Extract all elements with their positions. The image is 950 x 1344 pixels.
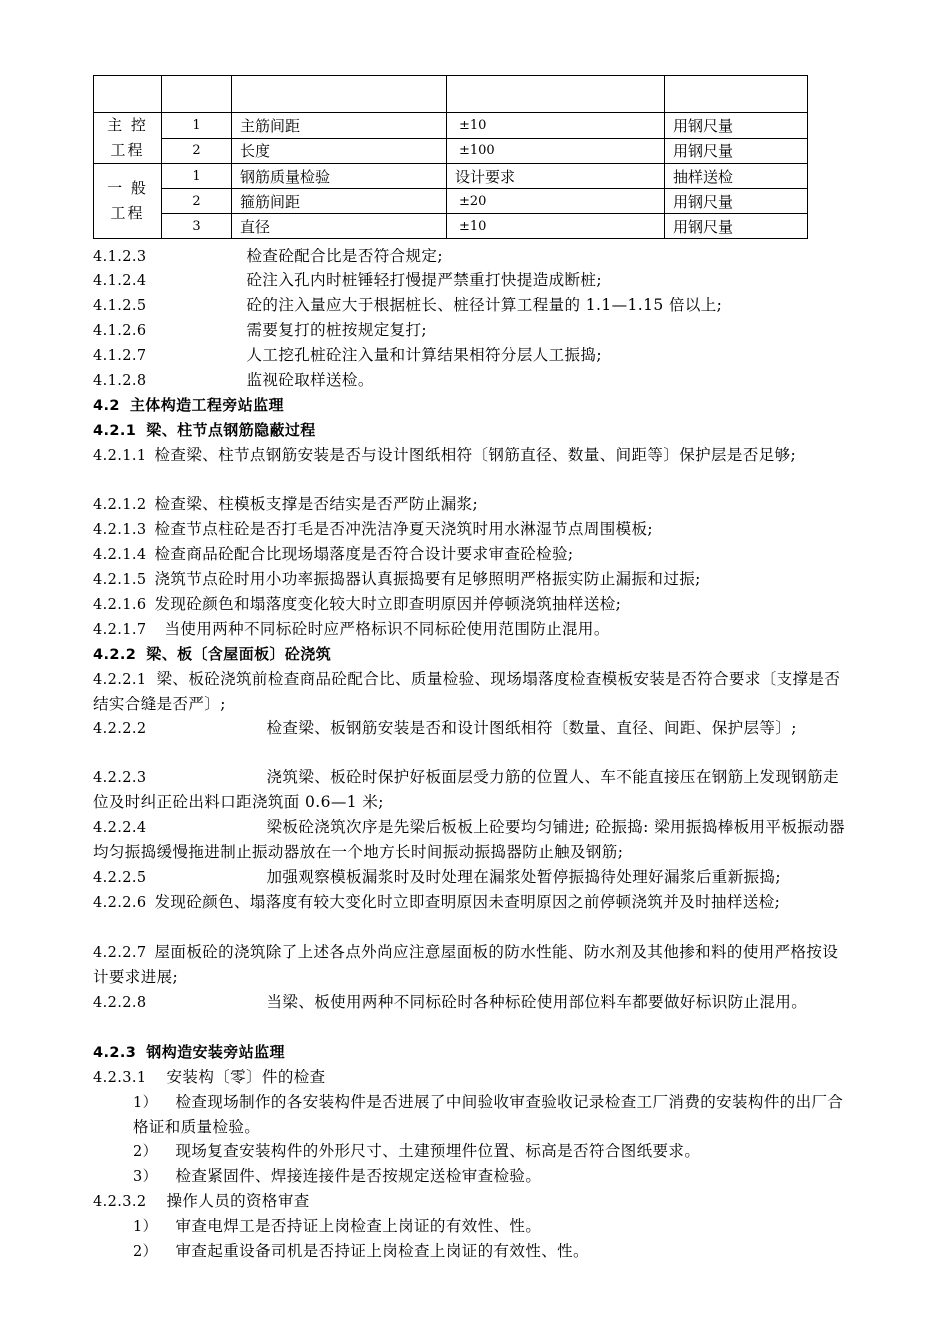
clause-number: 4.2.2.5 [93,870,147,886]
method-cell: 用钢尺量 [665,189,808,214]
paragraph [93,815,853,864]
row-number: 1 [162,113,232,139]
clause-number: 4.1.2.3 [93,249,147,265]
paragraph [93,293,853,318]
clause-text: 浇筑梁、板砼时保护好板面层受力筋的位置人、车不能直接压在钢筋上发现钢筋走位及时纠正砼出料口距浇筑面 0.6—1 米; [93,768,839,811]
table-row [94,164,808,189]
clause-text: 检查节点柱砼是否打毛是否冲洗洁净夏天浇筑时用水淋湿节点周围模板; [154,520,654,538]
clause-number: 4.2.1.6 [93,597,147,613]
clause-text: 梁、柱节点钢筋隐蔽过程 [146,421,316,439]
paragraph [93,318,853,343]
clause-number: 4.2.2.6 [93,895,147,911]
paragraph [93,343,853,368]
clause-text: 当梁、板使用两种不同标砼时各种标砼使用部位料车都要做好标识防止混用。 [266,993,808,1011]
paragraph [93,765,853,814]
clause-text: 审查电焊工是否持证上岗检查上岗证的有效性、性。 [175,1217,542,1235]
item-cell: 长度 [232,138,447,164]
clause-number: 4.2.1.1 [93,448,147,464]
clause-number: 1） [133,1095,158,1111]
paragraph [93,368,853,393]
clause-text: 钢构造安装旁站监理 [146,1043,285,1061]
clause-text: 梁板砼浇筑次序是先梁后板板上砼要均匀铺进; 砼振捣: 梁用振捣棒板用平板振动器均匀振捣缓慢拖进制止振动器放在一个地方长时间振动振捣器防止触及钢筋; [93,818,845,861]
clause-text: 加强观察模板漏浆时及时处理在漏浆处暂停振捣待处理好漏浆后重新振捣; [266,868,781,886]
group-label: 一 般 工程 [107,179,148,222]
clause-text: 监视砼取样送检。 [246,371,374,389]
clause-number: 4.2 [93,398,120,414]
clause-text: 检查砼配合比是否符合规定; [246,247,443,265]
clause-text: 审查起重设备司机是否持证上岗检查上岗证的有效性、性。 [175,1242,589,1260]
clause-text: 检查紧固件、焊接连接件是否按规定送检审查检验。 [175,1167,542,1185]
paragraph [93,865,853,890]
item-cell: 钢筋质量检验 [232,164,447,189]
clause-number: 4.2.2.7 [93,945,147,961]
table-row [94,214,808,239]
clause-number: 4.1.2.8 [93,373,147,389]
clause-text: 发现砼颜色和塌落度变化较大时立即查明原因并停顿浇筑抽样送检; [154,595,622,613]
table-row [94,113,808,139]
clause-number: 4.2.3.1 [93,1070,147,1086]
clause-number: 4.2.1.2 [93,497,147,513]
section-heading [93,642,853,667]
paragraph [93,517,853,542]
clause-text: 人工挖孔桩砼注入量和计算结果相符分层人工振捣; [246,346,602,364]
inspection-table [93,75,808,239]
paragraph [93,940,853,989]
paragraph [93,1065,853,1090]
paragraph [93,592,853,617]
row-number: 2 [162,138,232,164]
section-heading [93,1040,853,1065]
clause-text: 需要复打的桩按规定复打; [246,321,428,339]
paragraph [93,716,853,741]
clause-number: 4.2.1 [93,423,137,439]
method-cell: 用钢尺量 [665,214,808,239]
clause-text: 砼的注入量应大于根据桩长、桩径计算工程量的 1.1—1.15 倍以上; [246,296,723,314]
item-cell: 主筋间距 [232,113,447,139]
clause-number: 1） [133,1219,158,1235]
group-cell [94,164,162,239]
row-number: 3 [162,214,232,239]
method-cell: 用钢尺量 [665,138,808,164]
clause-text: 浇筑节点砼时用小功率振捣器认真振捣要有足够照明严格振实防止漏振和过振; [154,570,701,588]
clause-number: 4.2.3.2 [93,1194,147,1210]
clause-text: 主体构造工程旁站监理 [129,396,284,414]
item-cell: 直径 [232,214,447,239]
clause-number: 4.2.2.1 [93,672,147,688]
paragraph [93,1189,853,1214]
clause-number: 4.2.1.4 [93,547,147,563]
item-cell: 箍筋间距 [232,189,447,214]
clause-number: 4.2.2.3 [93,770,147,786]
clause-number: 2） [133,1144,158,1160]
clause-text: 砼注入孔内时桩锤轻打慢提严禁重打快提造成断桩; [246,271,602,289]
method-cell: 抽样送检 [665,164,808,189]
clause-number: 4.2.2.4 [93,820,147,836]
table-header-row [94,76,808,113]
clause-text: 发现砼颜色、塌落度有较大变化时立即查明原因未查明原因之前停顿浇筑并及时抽样送检; [154,893,781,911]
paragraph [93,667,853,716]
clause-text: 检查商品砼配合比现场塌落度是否符合设计要求审查砼检验; [154,545,574,563]
clause-text: 当使用两种不同标砼时应严格标识不同标砼使用范围防止混用。 [164,620,610,638]
section-heading [93,418,853,443]
clause-text: 检查梁、柱节点钢筋安装是否与设计图纸相符〔钢筋直径、数量、间距等〕保护层是否足够; [154,446,797,464]
clause-number: 2） [133,1244,158,1260]
tolerance-cell: 设计要求 [447,164,665,189]
paragraph [133,1139,853,1164]
tolerance-cell: ±10 [447,113,665,139]
clause-number: 4.2.1.5 [93,572,147,588]
clause-number: 4.2.1.7 [93,622,147,638]
group-cell [94,113,162,164]
group-label: 主 控 工程 [107,116,148,159]
clause-text: 检查现场制作的各安装构件是否进展了中间验收审查验收记录检查工厂消费的安装构件的出厂合格证和质量检验。 [133,1093,844,1136]
paragraph [93,244,853,269]
paragraph [93,443,853,468]
clause-number: 4.2.2.8 [93,995,147,1011]
clause-number: 4.2.2 [93,647,137,663]
paragraph [93,890,853,915]
row-number: 1 [162,164,232,189]
clause-number: 4.1.2.7 [93,348,147,364]
clause-number: 4.1.2.4 [93,273,147,289]
clause-number: 4.2.2.2 [93,721,147,737]
clause-text: 检查梁、板钢筋安装是否和设计图纸相符〔数量、直径、间距、保护层等〕; [266,719,797,737]
paragraph [93,617,853,642]
clause-text: 现场复查安装构件的外形尺寸、土建预埋件位置、标高是否符合图纸要求。 [175,1142,701,1160]
clause-text: 安装构〔零〕件的检查 [166,1068,326,1086]
method-cell: 用钢尺量 [665,113,808,139]
paragraph [93,990,853,1015]
table-row [94,138,808,164]
clause-number: 4.2.3 [93,1045,137,1061]
clause-number: 4.1.2.5 [93,298,147,314]
paragraph [93,542,853,567]
paragraph [133,1214,853,1239]
paragraph [133,1239,853,1264]
paragraph [93,567,853,592]
paragraph [93,492,853,517]
clause-text: 梁、板〔含屋面板〕砼浇筑 [146,645,332,663]
paragraph [93,268,853,293]
table-row [94,189,808,214]
paragraph [133,1164,853,1189]
clause-text: 操作人员的资格审查 [166,1192,310,1210]
tolerance-cell: ±20 [447,189,665,214]
clause-text: 屋面板砼的浇筑除了上述各点外尚应注意屋面板的防水性能、防水剂及其他掺和料的使用严格按设计要求进展; [93,943,839,986]
row-number: 2 [162,189,232,214]
tolerance-cell: ±100 [447,138,665,164]
clause-text: 梁、板砼浇筑前检查商品砼配合比、质量检验、现场塌落度检查模板安装是否符合要求〔支撑是否结实合缝是否严〕; [93,670,841,713]
clause-number: 3） [133,1169,158,1185]
clause-number: 4.1.2.6 [93,323,147,339]
tolerance-cell: ±10 [447,214,665,239]
clause-number: 4.2.1.3 [93,522,147,538]
clause-text: 检查梁、柱模板支撑是否结实是否严防止漏浆; [154,495,479,513]
paragraph [133,1090,853,1139]
section-heading [93,393,853,418]
